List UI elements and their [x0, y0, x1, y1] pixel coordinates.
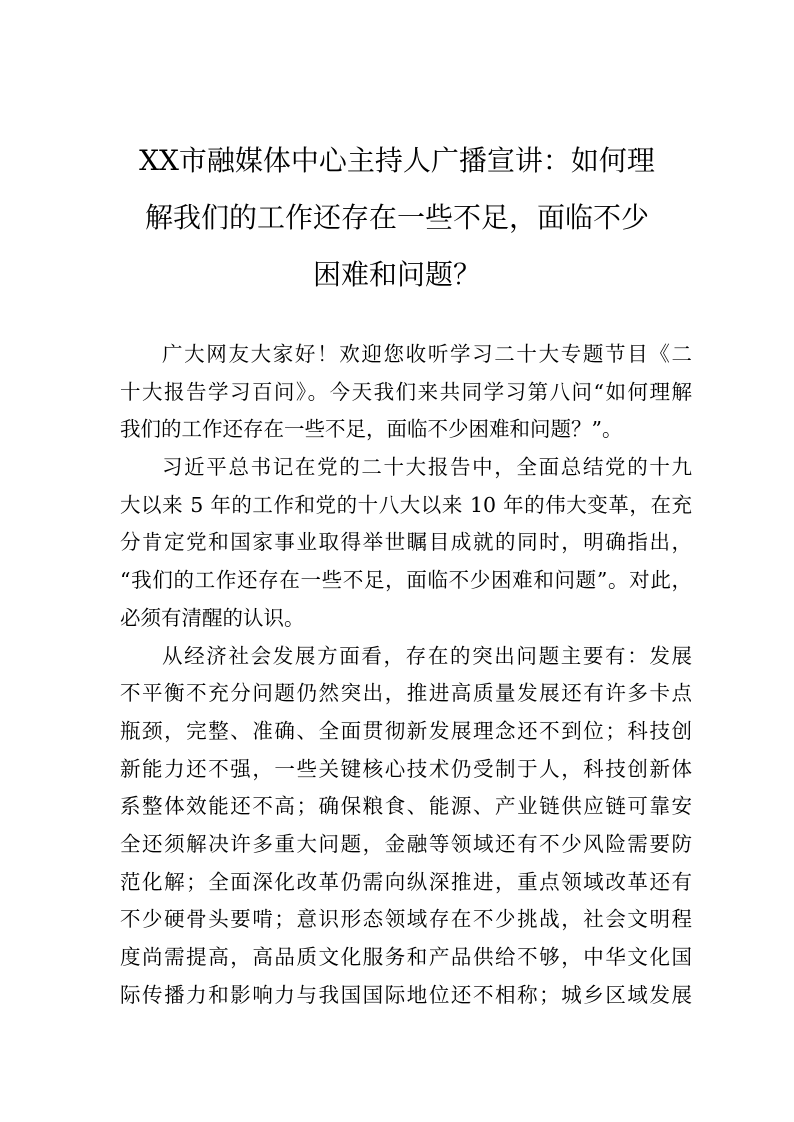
paragraph-line: 我们的工作还存在一些不足，面临不少困难和问题？”。 [120, 417, 623, 442]
title-line: 困难和问题？ [312, 258, 481, 291]
paragraph [120, 638, 692, 1015]
paragraph-line: 分肯定党和国家事业取得举世瞩目成就的同时，明确指出， [120, 530, 692, 555]
paragraph-line: 广大网友大家好！欢迎您收听学习二十大专题节目《二 [162, 342, 692, 366]
paragraph-line: 十大报告学习百问》。今天我们来共同学习第八问“如何理解 [120, 379, 692, 404]
title-line: XX市融媒体中心主持人广播宣讲：如何理 [139, 144, 655, 177]
paragraph-line: 不少硬骨头要啃；意识形态领域存在不少挑战，社会文明程 [120, 907, 692, 932]
document-body [120, 336, 692, 1014]
paragraph [120, 449, 692, 637]
paragraph-line: 从经济社会发展方面看，存在的突出问题主要有：发展 [162, 643, 692, 668]
paragraph-line: 系整体效能还不高；确保粮食、能源、产业链供应链可靠安 [120, 794, 692, 819]
paragraph [120, 336, 692, 449]
title-line: 解我们的工作还存在一些不足，面临不少 [144, 201, 649, 234]
paragraph-line: 际传播力和影响力与我国国际地位还不相称；城乡区域发展 [120, 982, 692, 1007]
paragraph-line: “我们的工作还存在一些不足，面临不少困难和问题”。对此， [120, 568, 692, 593]
paragraph-line: 范化解；全面深化改革仍需向纵深推进，重点领域改革还有 [120, 869, 692, 894]
paragraph-line: 习近平总书记在党的二十大报告中，全面总结党的十九 [162, 455, 692, 480]
paragraph-line: 度尚需提高，高品质文化服务和产品供给不够，中华文化国 [120, 945, 692, 969]
paragraph-line: 大以来 5 年的工作和党的十八大以来 10 年的伟大变革，在充 [120, 492, 692, 517]
paragraph-line: 新能力还不强，一些关键核心技术仍受制于人，科技创新体 [120, 756, 692, 781]
paragraph-line: 全还须解决许多重大问题，金融等领域还有不少风险需要防 [120, 831, 692, 856]
paragraph-line: 瓶颈，完整、准确、全面贯彻新发展理念还不到位；科技创 [120, 718, 692, 743]
document-title [0, 132, 794, 303]
paragraph-line: 必须有清醒的认识。 [120, 605, 305, 630]
paragraph-line: 不平衡不充分问题仍然突出，推进高质量发展还有许多卡点 [120, 681, 692, 706]
